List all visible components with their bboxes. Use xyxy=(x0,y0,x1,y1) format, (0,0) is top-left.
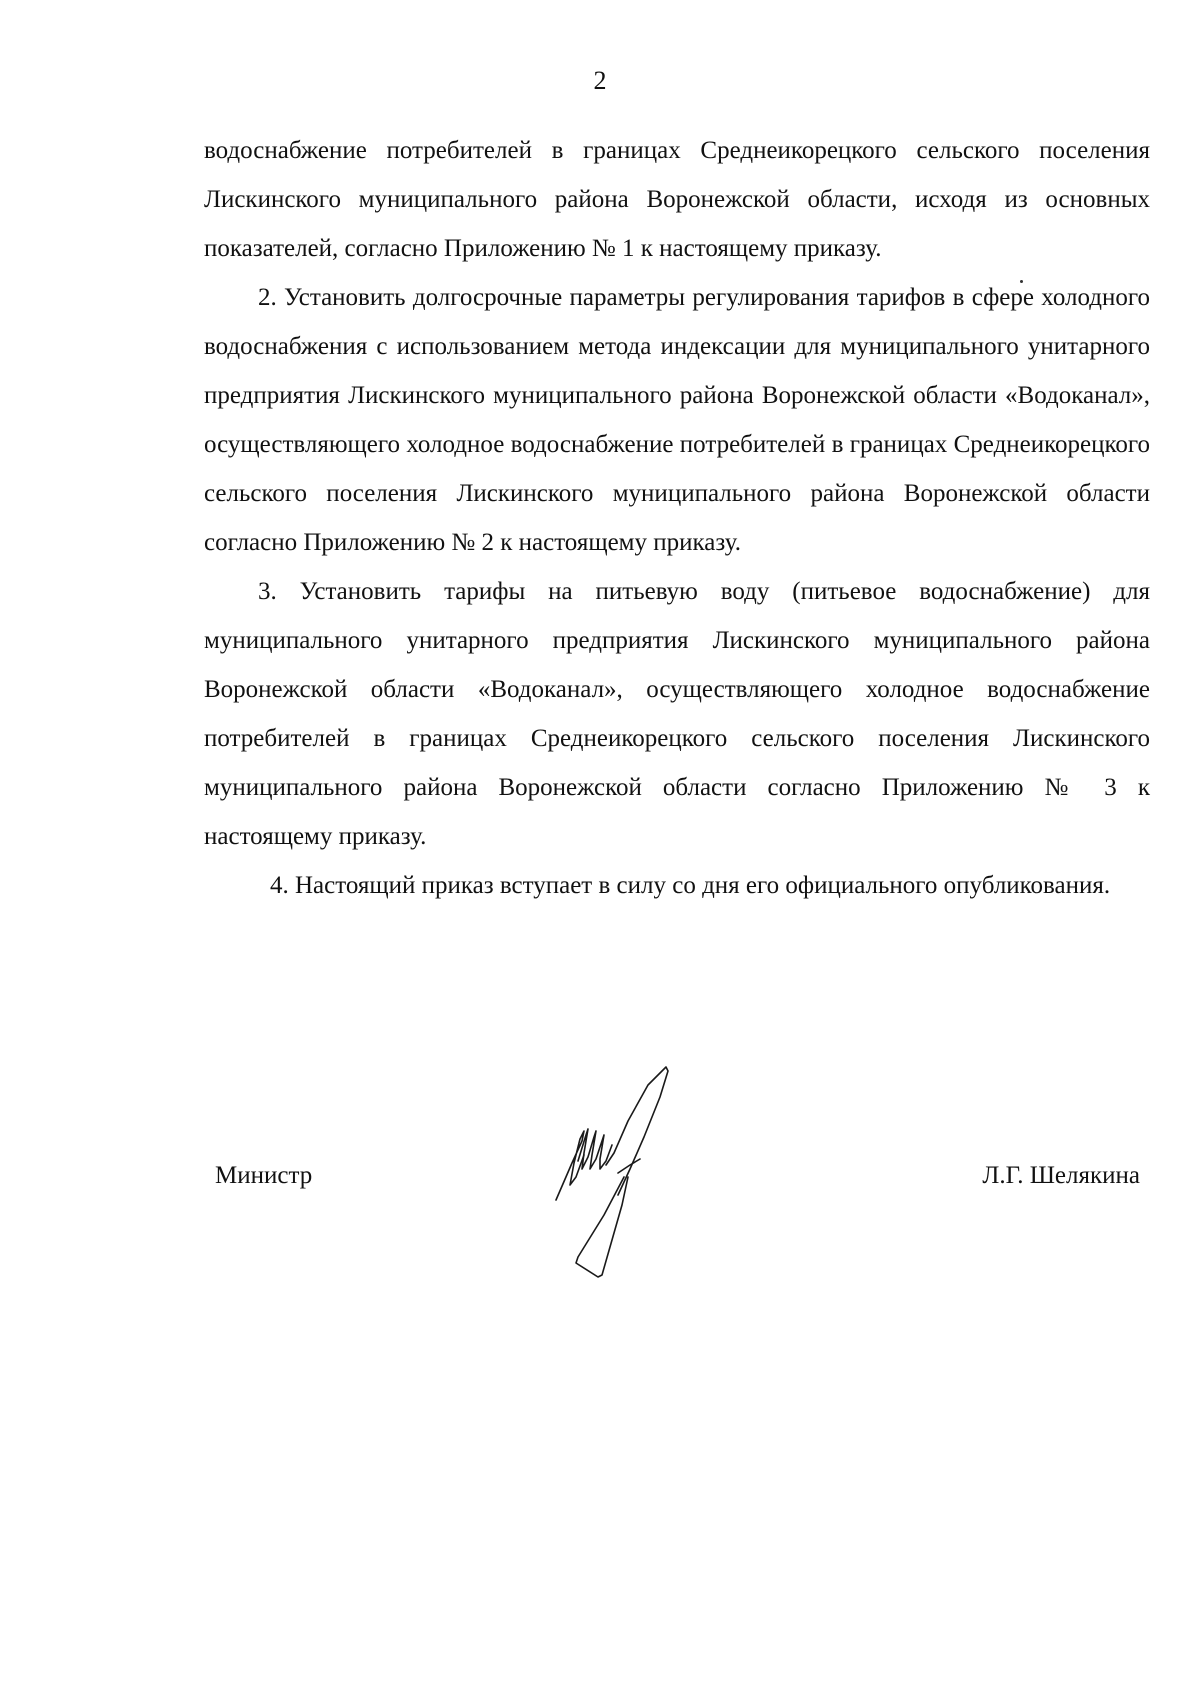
signatory-position: Министр xyxy=(215,1162,313,1189)
handwritten-signature xyxy=(548,1065,698,1280)
page-number: 2 xyxy=(593,66,607,95)
signatory-name: Л.Г. Шелякина xyxy=(982,1162,1140,1189)
paragraph-item-3: 3. Установить тарифы на питьевую воду (питьевое водоснабжение) для муниципального унитарного предприятия Лискинского муниципального района Воронежской области «Водоканал», осуществляющего холодное водоснабжение потребителей в границах Среднеикорецкого сельского поселения Лискинского муниципального района Воронежской области согласно Приложению № 3 к настоящему приказу. xyxy=(204,578,1150,850)
paragraph-item-2: 2. Установить долгосрочные параметры регулирования тарифов в сфере холодного водоснабжения с использованием метода индексации для муниципального унитарного предприятия Лискинского муниципального района Воронежской области «Водоканал», осуществляющего холодное водоснабжение потребителей в границах Среднеикорецкого сельского поселения Лискинского муниципального района Воронежской области согласно Приложению № 2 к настоящему приказу. xyxy=(204,284,1150,556)
paragraph-continuation: водоснабжение потребителей в границах Среднеикорецкого сельского поселения Лискинского муниципального района Воронежской области, исходя из основных показателей, согласно Приложению № 1 к настоящему приказу. xyxy=(204,137,1150,262)
paragraph-item-4: 4. Настоящий приказ вступает в силу со дня его официального опубликования. xyxy=(270,872,1111,899)
document-body xyxy=(204,126,1150,910)
